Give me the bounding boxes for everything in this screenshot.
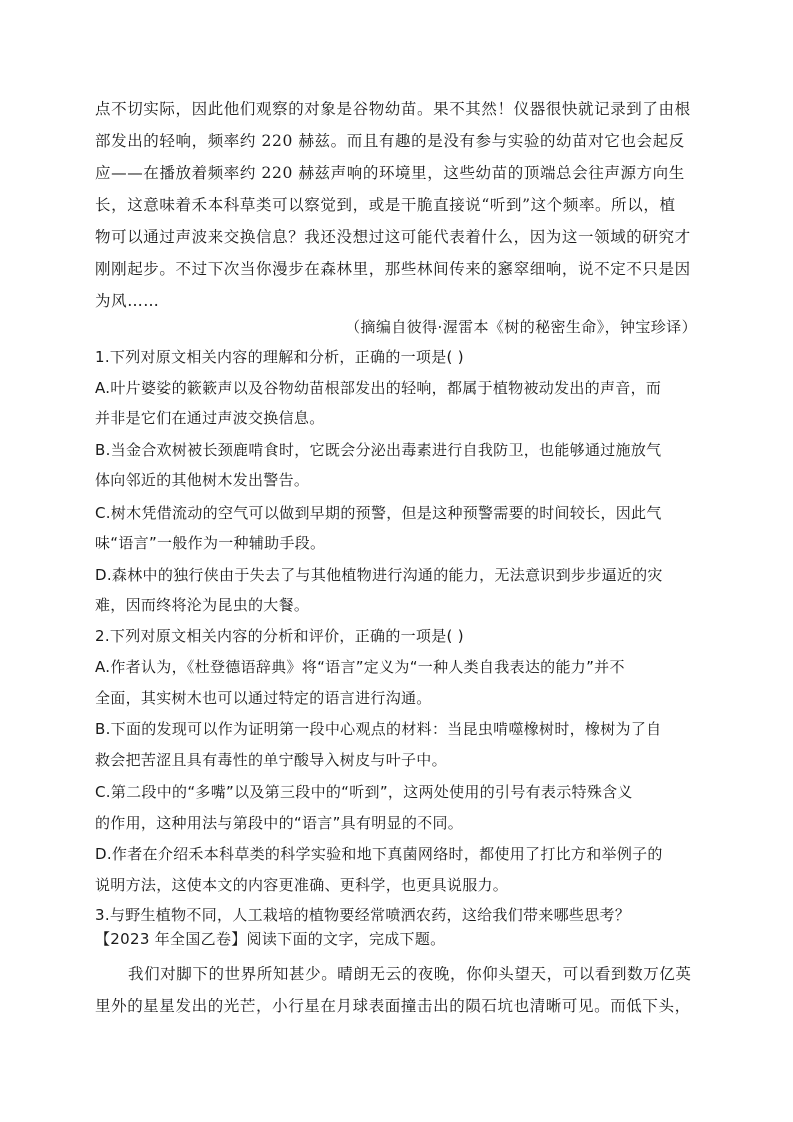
- question-stem: 1.下列对原文相关内容的理解和分析，正确的一项是( ): [95, 348, 464, 366]
- option-b-line-1: B.下面的发现可以作为证明第一段中心观点的材料：当昆虫啃噬橡树时，橡树为了自: [95, 720, 662, 738]
- option-d-line-2: 说明方法，这使本文的内容更准确、更科学，也更具说服力。: [95, 876, 509, 894]
- option-c-line-1: C.第二段中的“多嘴”以及第三段中的“听到”，这两处使用的引号有表示特殊含义: [95, 783, 633, 801]
- option-b-line-2: 体向邻近的其他树木发出警告。: [95, 471, 310, 489]
- option-a-line-1: A.作者认为，《杜登德语辞典》将“语言”定义为“一种人类自我表达的能力”并不: [95, 658, 625, 676]
- option-d-line-1: D.森林中的独行侠由于失去了与其他植物进行沟通的能力，无法意识到步步逼近的灾: [95, 566, 663, 584]
- passage-line: 部发出的轻响，频率约 220 赫兹。而且有趣的是没有参与实验的幼苗对它也会起反: [95, 132, 685, 150]
- option-c-line-2: 的作用，这种用法与第段中的“语言”具有明显的不同。: [95, 814, 464, 832]
- option-d-line-2: 难，因而终将沦为昆虫的大餐。: [95, 596, 310, 614]
- option-a-line-1: A.叶片婆娑的簌簌声以及谷物幼苗根部发出的轻响，都属于植物被动发出的声音，而: [95, 379, 662, 397]
- passage-line: 长，这意味着禾本科草类可以察觉到，或是干脆直接说“听到”这个频率。所以，植: [95, 196, 676, 214]
- section-line: 我们对脚下的世界所知甚少。晴朗无云的夜晚，你仰头望天，可以看到数万亿英: [128, 965, 692, 983]
- section-line: 里外的星星发出的光芒，小行星在月球表面撞击出的陨石坑也清晰可见。而低下头，: [95, 997, 691, 1015]
- passage-line: 应——在播放着频率约 220 赫兹声响的环境里，这些幼苗的顶端总会往声源方向生: [95, 164, 685, 182]
- option-a-line-2: 并非是它们在通过声波交换信息。: [95, 409, 325, 427]
- option-c-line-2: 味“语言”一般作为一种辅助手段。: [95, 534, 326, 552]
- passage-line: 刚刚起步。不过下次当你漫步在森林里，那些林间传来的窸窣细响，说不定不只是因: [95, 260, 691, 278]
- option-b-line-1: B.当金合欢树被长颈鹿啃食时，它既会分泌出毒素进行自我防卫，也能够通过施放气: [95, 441, 662, 459]
- option-c-line-1: C.树木凭借流动的空气可以做到早期的预警，但是这种预警需要的时间较长，因此气: [95, 504, 662, 522]
- option-b-line-2: 救会把苦涩且具有毒性的单宁酸导入树皮与叶子中。: [95, 751, 447, 769]
- question-stem: 2.下列对原文相关内容的分析和评价，正确的一项是( ): [95, 627, 464, 645]
- option-d-line-1: D.作者在介绍禾本科草类的科学实验和地下真菌网络时，都使用了打比方和举例子的: [95, 845, 663, 863]
- passage-line: 为风……: [95, 292, 160, 310]
- passage-line: 物可以通过声波来交换信息？我还没想过这可能代表着什么，因为这一领域的研究才: [95, 228, 691, 246]
- option-a-line-2: 全面，其实树木也可以通过特定的语言进行沟通。: [95, 689, 432, 707]
- passage-source: （摘编自彼得·渥雷本《树的秘密生命》，钟宝珍译）: [345, 318, 697, 336]
- section-heading: 【2023 年全国乙卷】阅读下面的文字，完成下题。: [95, 930, 446, 948]
- passage-line: 点不切实际，因此他们观察的对象是谷物幼苗。果不其然！仪器很快就记录到了由根: [95, 100, 691, 118]
- question-stem: 3.与野生植物不同，人工栽培的植物要经常喷洒农药，这给我们带来哪些思考？: [95, 906, 631, 924]
